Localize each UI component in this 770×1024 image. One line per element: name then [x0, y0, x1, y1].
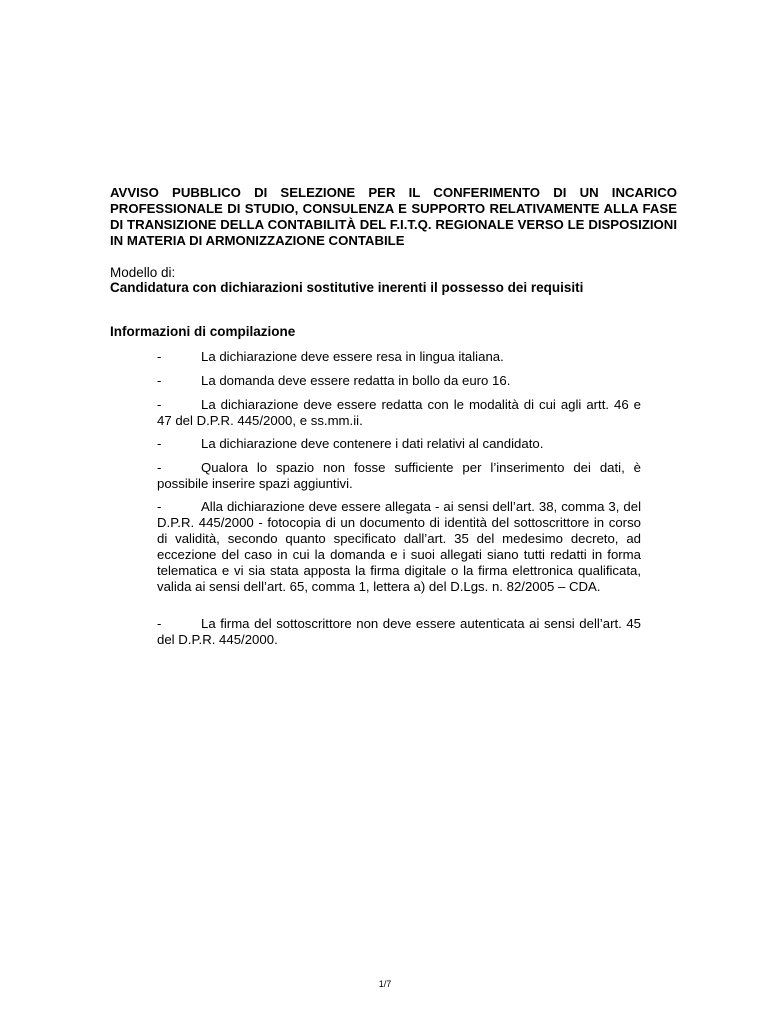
list-item-text: La firma del sottoscrittore non deve essere autenticata ai sensi dell’art. 45 del D.P.R. 445/2000. — [157, 616, 641, 647]
list-item — [157, 436, 641, 452]
list-item — [157, 373, 641, 389]
page-number: 1/7 — [378, 979, 392, 989]
list-bullet: - — [157, 616, 162, 631]
list-bullet: - — [157, 397, 162, 412]
info-heading: Informazioni di compilazione — [110, 324, 296, 339]
list-bullet: - — [157, 460, 162, 475]
list-item — [157, 349, 641, 365]
model-title: Candidatura con dichiarazioni sostitutive inerenti il possesso dei requisiti — [110, 280, 584, 295]
list-item-text: La domanda deve essere redatta in bollo da euro 16. — [201, 373, 511, 388]
list-item-text: La dichiarazione deve essere redatta con le modalità di cui agli artt. 46 e 47 del D.P.R. 445/2000, e ss.mm.ii. — [157, 397, 641, 428]
list-bullet: - — [157, 373, 162, 388]
list-bullet: - — [157, 349, 162, 364]
document-title: AVVISO PUBBLICO DI SELEZIONE PER IL CONFERIMENTO DI UN INCARICO PROFESSIONALE DI STUDIO, CONSULENZA E SUPPORTO RELATIVAMENTE ALLA FASE DI TRANSIZIONE DELLA CONTABILITÀ DEL F.I.T.Q. REGIONALE VERSO LE DISPOSIZIONI IN MATERIA DI ARMONIZZAZIONE CONTABILE — [110, 185, 677, 248]
list-bullet: - — [157, 436, 162, 451]
model-label: Modello di: — [110, 265, 176, 280]
list-item-text: La dichiarazione deve contenere i dati relativi al candidato. — [201, 436, 544, 451]
list-bullet: - — [157, 499, 162, 514]
list-item — [157, 460, 641, 492]
list-item-text: Qualora lo spazio non fosse sufficiente per l’inserimento dei dati, è possibile inserire spazi aggiuntivi. — [157, 460, 641, 491]
list-item — [157, 499, 641, 595]
list-item — [157, 616, 641, 648]
list-item — [157, 397, 641, 429]
list-item-text: La dichiarazione deve essere resa in lingua italiana. — [201, 349, 504, 364]
list-item-text: Alla dichiarazione deve essere allegata - ai sensi dell’art. 38, comma 3, del D.P.R. 445/2000 - fotocopia di un documento di identità del sottoscrittore in corso di validità, secondo quanto specificato dall’art. 35 del medesimo decreto, ad eccezione del caso in cui la domanda e i suoi allegati siano tutti redatti in forma telematica e vi sia stata apposta la firma digitale o la firma elettronica qualificata, valida ai sensi dell’art. 65, comma 1, lettera a) del D.Lgs. n. 82/2005 – CDA. — [157, 499, 641, 594]
